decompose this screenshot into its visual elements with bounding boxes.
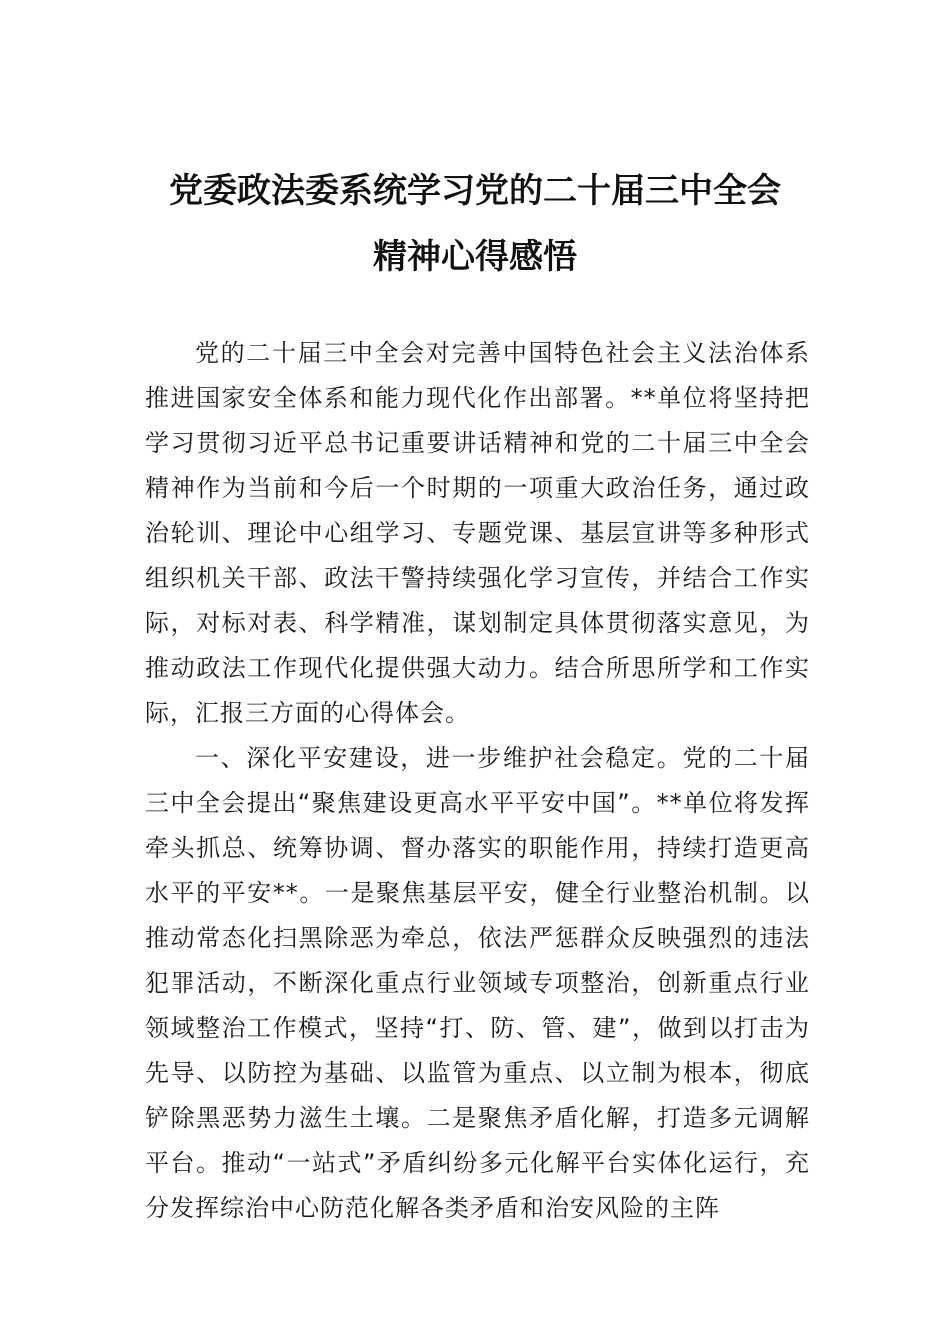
document-title-line-1: 党委政法委系统学习党的二十届三中全会 [169, 171, 781, 211]
document-title-line-2: 精神心得感悟 [373, 237, 577, 277]
document-body [145, 331, 810, 1231]
paragraph-section-1: 一、深化平安建设，进一步维护社会稳定。党的二十届三中全会提出“聚焦建设更高水平平安中国”。**单位将发挥牵头抓总、统筹协调、督办落实的职能作用，持续打造更高水平的平安**。一是聚焦基层平安，健全行业整治机制。以推动常态化扫黑除恶为牵总，依法严惩群众反映强烈的违法犯罪活动，不断深化重点行业领域专项整治，创新重点行业领域整治工作模式，坚持“打、防、管、建”，做到以打击为先导、以防控为基础、以监管为重点、以立制为根本，彻底铲除黑恶势力滋生土壤。二是聚焦矛盾化解，打造多元调解平台。推动“一站式”矛盾纠纷多元化解平台实体化运行，充分发挥综治中心防范化解各类矛盾和治安风险的主阵 [145, 744, 810, 1222]
paragraph-intro: 党的二十届三中全会对完善中国特色社会主义法治体系推进国家安全体系和能力现代化作出部署。**单位将坚持把学习贯彻习近平总书记重要讲话精神和党的二十届三中全会精神作为当前和今后一个时期的一项重大政治任务，通过政治轮训、理论中心组学习、专题党课、基层宣讲等多种形式组织机关干部、政法干警持续强化学习宣传，并结合工作实际，对标对表、科学精准，谋划制定具体贯彻落实意见，为推动政法工作现代化提供强大动力。结合所思所学和工作实际，汇报三方面的心得体会。 [145, 339, 810, 727]
